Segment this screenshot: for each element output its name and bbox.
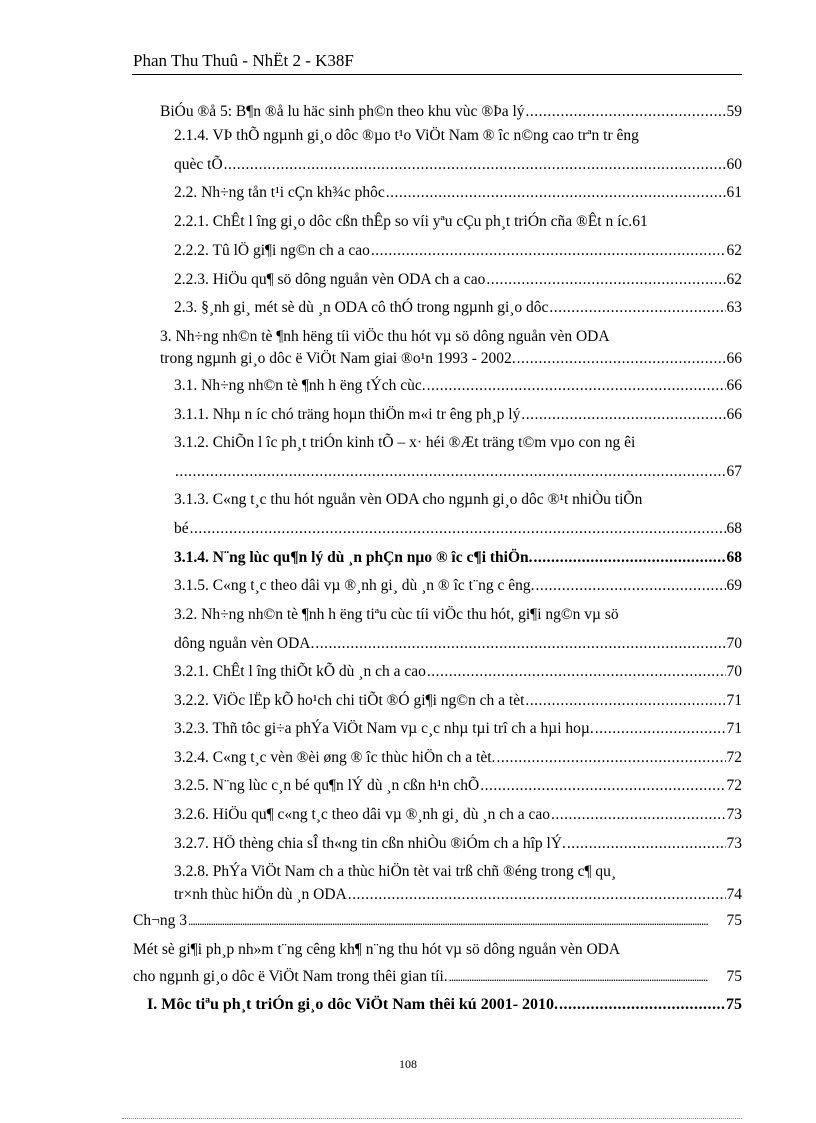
toc-entry-page: 71: [726, 720, 742, 737]
toc-entry-text: 2.1.4. VÞ thÕ ngµnh gi¸o dôc ®µo t¹o ViÖt Nam ® îc n©ng cao trªn tr êng: [174, 127, 639, 144]
toc-entry-page: 67: [726, 463, 742, 480]
toc-entry-continuation[interactable]: [133, 966, 742, 988]
leader-dots: [427, 661, 726, 683]
toc-entry-page: 66: [726, 377, 742, 394]
toc-entry[interactable]: [174, 182, 742, 204]
toc-section-entry[interactable]: [147, 994, 742, 1016]
toc-entry-page: 62: [726, 242, 742, 259]
toc-entry-text: dông nguån vèn ODA.: [174, 635, 315, 652]
toc-entry-page: 63: [726, 299, 742, 316]
toc-entry-text: trong ngµnh gi¸o dôc ë ViÖt Nam giai ®o¹n 1993 - 2002.: [160, 350, 516, 367]
header-rule: [132, 74, 742, 75]
toc-entry-text: 3.1.5. C«ng t¸c theo dâi vµ ®¸nh gi¸ dù ¸n ® îc t¨ng c êng.: [174, 577, 535, 594]
toc-entry-text: 3.2.1. ChÊt l îng thiÕt kÕ dù ¸n ch a cao: [174, 663, 426, 680]
toc-entry[interactable]: [174, 297, 742, 319]
toc-entry-text: 2.2.1. ChÊt l îng gi¸o dôc cßn thÊp so víi yªu cÇu ph¸t triÓn cña ®Êt n íc.: [174, 213, 633, 230]
leader-dots: [449, 966, 708, 988]
toc-entry-text: 3.2.7. HÖ thèng chia sÎ th«ng tin cßn nhiÒu ®iÓm ch a hîp lÝ.: [174, 835, 566, 852]
leader-dots: [595, 718, 726, 740]
toc-entry-page: 66: [726, 350, 742, 367]
toc-entry-text: 3.2.4. C«ng t¸c vèn ®èi øng ® îc thùc hiÖn ch a tèt.: [174, 749, 496, 766]
leader-dots: [386, 182, 726, 204]
toc-entry-text: 3.1.2. ChiÕn l îc ph¸t triÓn kinh tÕ – x· héi ®Æt träng t©m vµo con ng êi: [174, 434, 636, 451]
toc-entry-continuation[interactable]: [174, 884, 742, 906]
toc-entry[interactable]: [174, 575, 742, 597]
toc-entry-continuation[interactable]: [174, 518, 742, 540]
leader-dots: [551, 804, 726, 826]
toc-entry-page: 61: [726, 184, 742, 201]
toc-entry[interactable]: [174, 747, 742, 769]
toc-entry-text: 3.1. Nh÷ng nh©n tè ¶nh h ëng tÝch cùc.: [174, 377, 426, 394]
leader-dots: [559, 994, 725, 1016]
toc-entry-text: 3.2.6. HiÖu qu¶ c«ng t¸c theo dâi vµ ®¸nh gi¸ dù ¸n ch a cao: [174, 806, 550, 823]
toc-entry[interactable]: [174, 718, 742, 740]
leader-dots: [190, 518, 726, 540]
leader-dots: [427, 375, 726, 397]
toc-entry[interactable]: [174, 775, 742, 797]
leader-dots: [480, 775, 725, 797]
toc-entry-page: 68: [726, 549, 742, 566]
toc-entry-text: 2.2.2. Tû lÖ gi¶i ng©n ch a cao: [174, 242, 370, 259]
toc-entry-page: 73: [726, 835, 742, 852]
toc-entry-page: 72: [726, 749, 742, 766]
toc-entry-page: 72: [726, 777, 742, 794]
toc-entry[interactable]: [160, 101, 742, 123]
toc-entry[interactable]: [174, 804, 742, 826]
toc-entry-text: 3.2. Nh÷ng nh©n tè ¶nh h ëng tiªu cùc tíi viÖc thu hót, gi¶i ng©n vµ sö: [174, 606, 619, 623]
toc-entry-page: 75: [726, 968, 742, 985]
leader-dots: [348, 884, 726, 906]
toc-entry-continuation[interactable]: [174, 633, 742, 655]
toc-entry-continuation[interactable]: [174, 461, 742, 483]
leader-dots: [371, 240, 726, 262]
toc-entry-text: 3.2.8. PhÝa ViÖt Nam ch a thùc hiÖn tèt vai trß chñ ®éng trong c¶ qu¸: [174, 863, 617, 880]
toc-entry-text: tr×nh thùc hiÖn dù ¸n ODA: [174, 886, 347, 903]
toc-entry-text: 3.2.3. Thñ tôc gi÷a phÝa ViÖt Nam vµ c¸c nhµ tµi trî ch a hµi hoµ.: [174, 720, 594, 737]
leader-dots: [521, 404, 725, 426]
toc-chapter-entry[interactable]: [133, 910, 742, 932]
toc-entry-page: 70: [726, 635, 742, 652]
leader-dots: [526, 101, 726, 123]
page-number: 108: [399, 1057, 417, 1071]
footer-rule: [122, 1118, 742, 1119]
toc-entry-text: quèc tÕ: [174, 156, 223, 173]
toc-entry-text: I. Môc tiªu ph¸t triÓn gi¸o dôc ViÖt Nam thêi kú 2001- 2010.: [147, 996, 559, 1013]
toc-entry-text: 3.1.3. C«ng t¸c thu hót nguån vèn ODA cho ngµnh gi¸o dôc ®¹t nhiÒu tiÕn: [174, 491, 643, 508]
toc-entry[interactable]: [174, 211, 742, 233]
leader-dots: [525, 690, 725, 712]
toc-entry[interactable]: [174, 432, 742, 454]
toc-entry-text: 3.1.1. Nhµ n íc chó träng hoµn thiÖn m«i tr êng ph¸p lý: [174, 406, 521, 423]
toc-entry[interactable]: [174, 489, 742, 511]
toc-entry-page: 73: [726, 806, 742, 823]
toc-entry[interactable]: [160, 326, 742, 348]
toc-entry-text: 2.2.3. HiÖu qu¶ sö dông nguån vèn ODA ch a cao: [174, 271, 486, 288]
toc-entry[interactable]: [174, 375, 742, 397]
leader-dots: [536, 575, 726, 597]
toc-entry-continuation[interactable]: [174, 154, 742, 176]
toc-entry[interactable]: [174, 240, 742, 262]
toc-entry[interactable]: [133, 939, 742, 961]
toc-entry-text: 2.3. §¸nh gi¸ mét sè dù ¸n ODA cô thÓ trong ngµnh gi¸o dôc: [174, 299, 549, 316]
toc-entry[interactable]: [174, 604, 742, 626]
toc-entry-text: Mét sè gi¶i ph¸p nh»m t¨ng cêng kh¶ n¨ng thu hót vµ sö dông nguån vèn ODA: [133, 941, 621, 958]
toc-entry-page: 71: [726, 692, 742, 709]
toc-entry-text: 3.2.5. N¨ng lùc c¸n bé qu¶n lÝ dù ¸n cßn h¹n chÕ: [174, 777, 480, 794]
toc-entry-page: 69: [726, 577, 742, 594]
toc-entry[interactable]: [174, 269, 742, 291]
toc-entry-text: cho ngµnh gi¸o dôc ë ViÖt Nam trong thêi gian tíi.: [133, 968, 448, 985]
leader-dots: [496, 747, 725, 769]
leader-dots: [224, 154, 726, 176]
toc-entry-page: 75: [726, 996, 742, 1013]
toc-entry-page: 66: [726, 406, 742, 423]
toc-entry-page: 59: [726, 103, 742, 120]
toc-entry[interactable]: [174, 547, 742, 569]
toc-entry-text: Ch¬ng 3: [133, 912, 187, 929]
toc-entry-text: 3. Nh÷ng nh©n tè ¶nh hëng tíi viÖc thu hót vµ sö dông nguån vèn ODA: [160, 328, 610, 345]
toc-entry-page: 60: [726, 156, 742, 173]
toc-entry[interactable]: [174, 404, 742, 426]
running-header: Phan Thu Thuû - NhËt 2 - K38F: [133, 51, 354, 70]
toc-entry-page: 70: [726, 663, 742, 680]
toc-entry-text: 2.2. Nh÷ng tån t¹i cÇn kh¾c phôc: [174, 184, 385, 201]
toc-entry-page: 75: [726, 912, 742, 929]
leader-dots: [517, 348, 726, 370]
leader-dots: [175, 461, 726, 483]
leader-dots: [188, 910, 708, 932]
toc-entry-continuation[interactable]: [160, 348, 742, 370]
leader-dots: [486, 269, 725, 291]
toc-entry[interactable]: [174, 125, 742, 147]
leader-dots: [567, 833, 726, 855]
toc-entry[interactable]: [174, 833, 742, 855]
toc-entry-text: 3.1.4. N¨ng lùc qu¶n lý dù ¸n phÇn nµo ® îc c¶i thiÖn.: [174, 549, 533, 566]
toc-entry-page: 68: [726, 520, 742, 537]
toc-entry-page: 62: [726, 271, 742, 288]
toc-entry[interactable]: [174, 690, 742, 712]
leader-dots: [534, 547, 726, 569]
leader-dots: [315, 633, 725, 655]
toc-entry-page: 61: [632, 213, 648, 230]
toc-entry-text: bé: [174, 520, 189, 537]
toc-entry[interactable]: [174, 661, 742, 683]
toc-entry-page: 74: [726, 886, 742, 903]
toc-entry[interactable]: [174, 861, 742, 883]
toc-entry-text: BiÓu ®å 5: B¶n ®å lu häc sinh ph©n theo khu vùc ®Þa lý: [160, 103, 525, 120]
toc-entry-text: 3.2.2. ViÖc lËp kÕ ho¹ch chi tiÕt ®Ó gi¶i ng©n ch a tèt: [174, 692, 525, 709]
leader-dots: [549, 297, 725, 319]
